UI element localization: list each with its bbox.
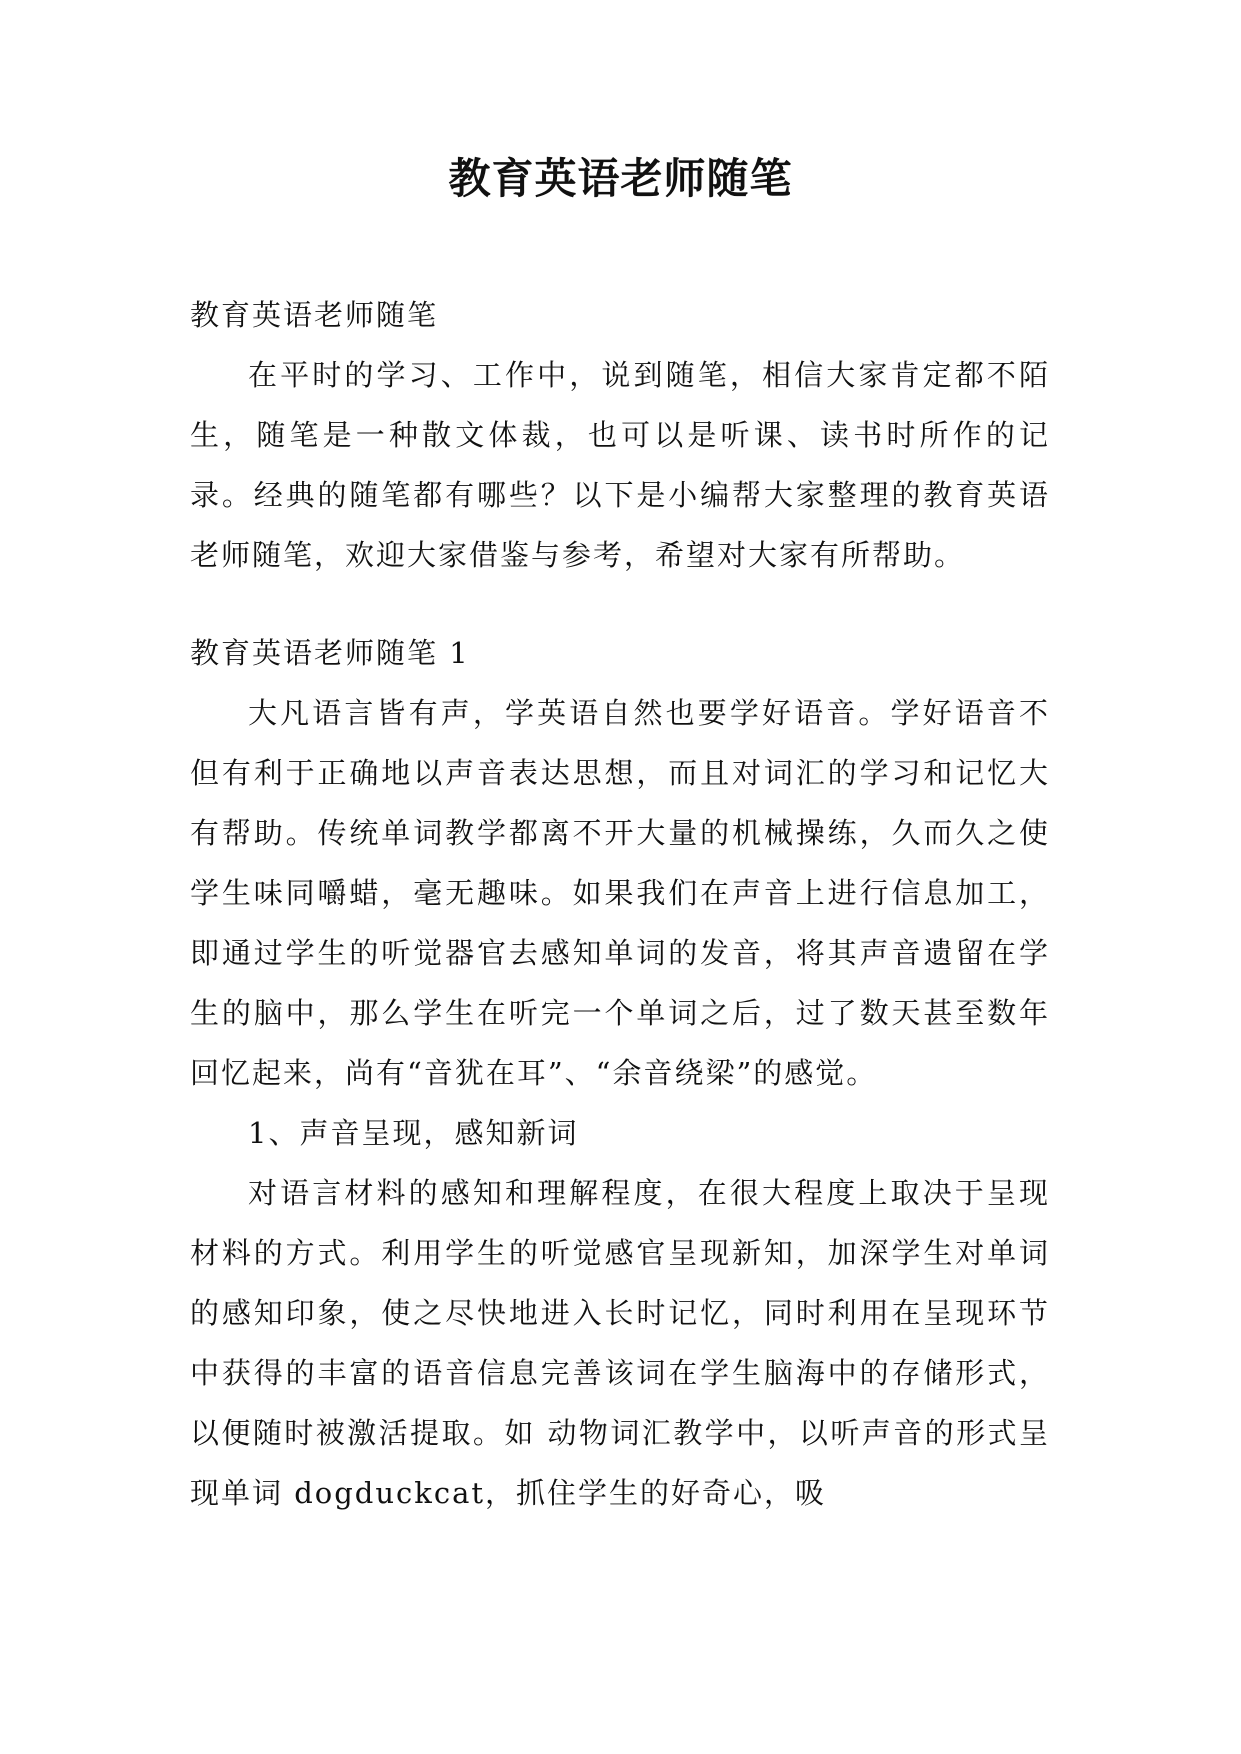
section1-heading: 教育英语老师随笔 1 — [190, 636, 470, 670]
document-body — [190, 285, 1050, 1523]
intro-heading: 教育英语老师随笔 — [190, 298, 439, 332]
section1-paragraph-1: 大凡语言皆有声，学英语自然也要学好语音。学好语音不但有利于正确地以声音表达思想，而且对词汇的学习和记忆大有帮助。传统单词教学都离不开大量的机械操练，久而久之使学生味同嚼蜡，毫无趣味。如果我们在声音上进行信息加工，即通过学生的听觉器官去感知单词的发音，将其声音遗留在学生的脑中，那么学生在听完一个单词之后，过了数天甚至数年回忆起来，尚有“音犹在耳”、“余音绕梁”的感觉。 — [190, 696, 1050, 1090]
subheading-1: 1、声音呈现，感知新词 — [248, 1116, 579, 1150]
document-title: 教育英语老师随笔 — [448, 154, 793, 203]
intro-paragraph: 在平时的学习、工作中，说到随笔，相信大家肯定都不陌生，随笔是一种散文体裁，也可以是听课、读书时所作的记录。经典的随笔都有哪些？以下是小编帮大家整理的教育英语老师随笔，欢迎大家借鉴与参考，希望对大家有所帮助。 — [190, 358, 1050, 572]
section1-paragraph-2: 对语言材料的感知和理解程度，在很大程度上取决于呈现材料的方式。利用学生的听觉感官呈现新知，加深学生对单词的感知印象，使之尽快地进入长时记忆，同时利用在呈现环节中获得的丰富的语音信息完善该词在学生脑海中的存储形式，以便随时被激活提取。如 动物词汇教学中，以听声音的形式呈现单词 dogduckcat，抓住学生的好奇心，吸 — [190, 1176, 1050, 1510]
